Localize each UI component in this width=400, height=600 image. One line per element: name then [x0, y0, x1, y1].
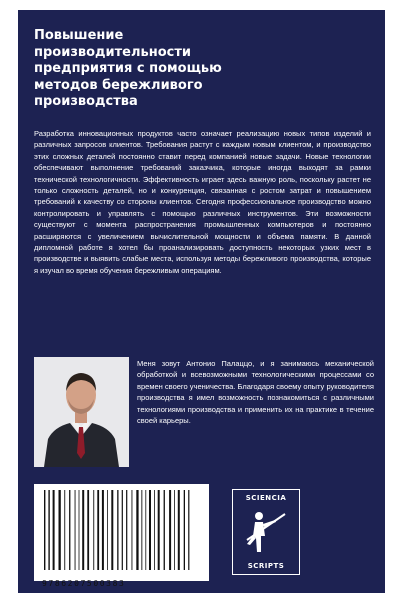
barcode-bar: [122, 490, 123, 570]
barcode-bar: [64, 490, 65, 570]
barcode-bar: [44, 490, 45, 570]
barcode-bar: [117, 490, 118, 570]
barcode-bar: [184, 490, 185, 570]
barcode-bar: [82, 490, 84, 570]
barcode-bar: [53, 490, 55, 570]
barcode-bar: [145, 490, 146, 570]
barcode-icon: [34, 484, 209, 572]
publisher-logo: [232, 489, 300, 575]
author-portrait-icon: [34, 357, 129, 467]
barcode-bar: [141, 490, 142, 570]
barcode-bar: [87, 490, 89, 570]
title-line-2: производительности: [34, 44, 192, 60]
barcode-bar: [48, 490, 49, 570]
title-line-4: методов бережливого: [34, 77, 203, 93]
barcode-bar: [174, 490, 175, 570]
barcode-bar: [169, 490, 171, 570]
book-description: Разработка инновационных продуктов часто означает реализацию новых типов изделий и различных запросов клиентов. Требования растут с каждым новым клиентом, и производство этих сложных деталей постоянно ставит перед компанией новые задачи. Новые технологии обеспечивают выполнение требований заказчика, которые иногда выходят за рамки технической технологичности. Эффективность играет здесь важную роль, поскольку растет не только сложность деталей, но и конкуренция, связанная с ростом затрат и повышением требований к качеству со стороны клиентов. Сегодня профессиональное производство можно контролировать и управлять с помощью различных инструментов. Эти возможности существуют с момента распространения промышленных компьютеров и постоянно расширяются с увеличением вычислительной мощности и объема памяти. В данной дипломной работе я хотел бы проанализировать доступность некоторых узких мест в производстве и выявить слабые места, используя методы бережливого производства, которые я изучал во время обучения бережливым операциям.: [34, 129, 371, 275]
title-line-5: производства: [34, 94, 138, 109]
barcode-bar: [126, 490, 127, 570]
barcode-bar: [132, 490, 133, 570]
publisher-name-line1: SCIENCIA: [245, 494, 287, 502]
barcode-bar: [149, 490, 151, 570]
barcode-bar: [102, 490, 104, 570]
barcode-bar: [164, 490, 165, 570]
title-line-3: предприятия с помощью: [34, 61, 222, 76]
isbn-number: 9786207500383: [42, 579, 126, 588]
barcode-bar: [97, 490, 99, 570]
barcode-bar: [178, 490, 180, 570]
barcode-bar: [154, 490, 155, 570]
barcode-bar: [93, 490, 94, 570]
barcode-bar: [136, 490, 138, 570]
title-line-1: Повышение: [34, 28, 124, 43]
publisher-logo-figure-icon: [241, 506, 291, 558]
barcode-bar: [79, 490, 80, 570]
author-photo: [34, 357, 129, 467]
barcode-bar: [75, 490, 76, 570]
barcode-bar: [59, 490, 61, 570]
barcode-bar: [69, 490, 70, 570]
book-title: [34, 28, 374, 111]
barcode-bar: [111, 490, 113, 570]
barcode-bar: [158, 490, 160, 570]
publisher-name-line2: SCRIPTS: [247, 562, 285, 570]
barcode-bar: [107, 490, 108, 570]
barcode-box: [34, 484, 209, 581]
barcode-bar: [188, 490, 189, 570]
author-bio: Меня зовут Антонио Палаццо, и я занимаюсь механической обработкой и всевозможными технологическими процессами со времен своего ученичества. Благодаря своему опыту руководителя производства я имел возможность познакомиться с различными технологиями производства и применить их на практике в течение своей карьеры.: [137, 359, 374, 426]
